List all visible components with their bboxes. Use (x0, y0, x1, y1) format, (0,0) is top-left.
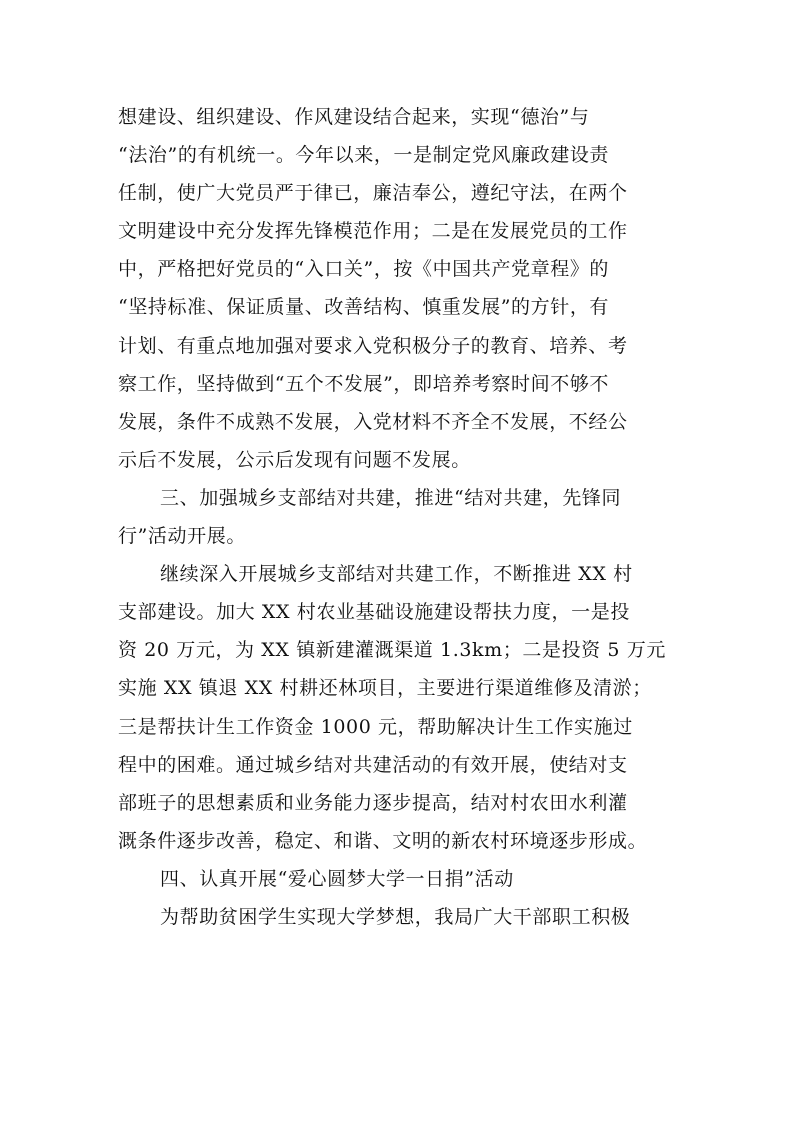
text-line: 实施 XX 镇退 XX 村耕还林项目，主要进行渠道维修及清淤； (118, 677, 652, 700)
text-line: “法治”的有机统一。今年以来，一是制定党风廉政建设责 (118, 144, 610, 167)
text-line: 发展，条件不成熟不发展，入党材料不齐全不发展，不经公 (118, 410, 628, 433)
text-line: 支部建设。加大 XX 村农业基础设施建设帮扶力度，一是投 (118, 601, 630, 624)
section-heading-3: 三、加强城乡支部结对共建，推进“结对共建，先锋同 (160, 486, 622, 509)
text-line: 溉条件逐步改善，稳定、和谐、文明的新农村环境逐步形成。 (118, 829, 648, 852)
text-line: 部班子的思想素质和业务能力逐步提高，结对村农田水利灌 (118, 791, 628, 814)
text-line: 资 20 万元，为 XX 镇新建灌溉渠道 1.3km；二是投资 5 万元 (118, 639, 666, 662)
text-line: 示后不发展，公示后发现有问题不发展。 (118, 448, 471, 471)
text-line: 计划、有重点地加强对要求入党积极分子的教育、培养、考 (118, 334, 628, 357)
section-heading-3-cont: 行”活动开展。 (118, 525, 246, 548)
text-line: 察工作，坚持做到“五个不发展”，即培养考察时间不够不 (118, 372, 610, 395)
text-line: 中，严格把好党员的“入口关”，按《中国共产党章程》的 (118, 258, 610, 281)
text-line: 想建设、组织建设、作风建设结合起来，实现“德治”与 (118, 106, 590, 128)
text-line: 程中的困难。通过城乡结对共建活动的有效开展，使结对支 (118, 753, 628, 776)
text-line: 三是帮扶计生工作资金 1000 元，帮助解决计生工作实施过 (118, 715, 633, 738)
section-heading-4: 四、认真开展“爱心圆梦大学一日捐”活动 (160, 867, 514, 890)
body-text (118, 98, 678, 936)
paragraph-start: 为帮助贫困学生实现大学梦想，我局广大干部职工积极 (160, 905, 631, 928)
paragraph-start: 继续深入开展城乡支部结对共建工作，不断推进 XX 村 (160, 563, 633, 586)
text-line: 任制，使广大党员严于律已，廉洁奉公，遵纪守法，在两个 (118, 182, 628, 205)
text-line: 文明建设中充分发挥先锋模范作用；二是在发展党员的工作 (118, 220, 628, 243)
text-line: “坚持标准、保证质量、改善结构、慎重发展”的方针，有 (118, 296, 610, 319)
